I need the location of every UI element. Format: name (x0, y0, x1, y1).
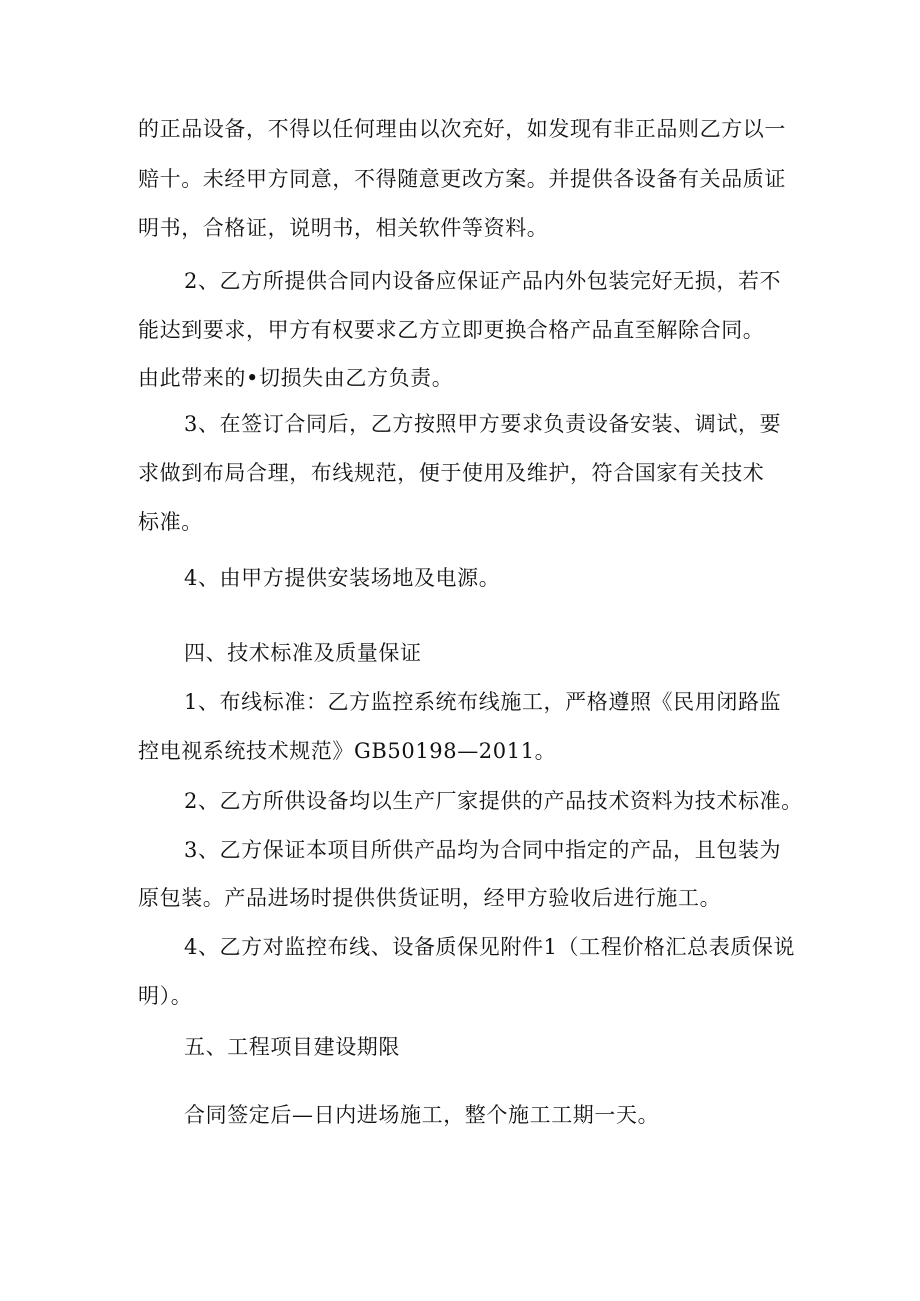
text-line: 明）。 (138, 984, 193, 1008)
text-line: 赔十。未经甲方同意，不得随意更改方案。并提供各设备有关品质证 (138, 167, 786, 191)
text-line: 3、乙方保证本项目所供产品均为合同中指定的产品，且包装为 (184, 838, 782, 862)
text-line: 4、乙方对监控布线、设备质保见附件1（工程价格汇总表质保说 (184, 935, 796, 959)
text-line: 合同签定后—日内进场施工，整个施工工期一天。 (184, 1103, 660, 1127)
text-line: 控电视系统技术规范》GB50198—2011。 (138, 739, 557, 763)
text-line: 能达到要求，甲方有权要求乙方立即更换合格产品直至解除合同。 (138, 318, 765, 342)
text-line: 原包装。产品进场时提供供货证明，经甲方验收后进行施工。 (138, 886, 722, 910)
text-line: 2、乙方所提供合同内设备应保证产品内外包装完好无损，若不 (184, 269, 782, 293)
text-line: 3、在签订合同后，乙方按照甲方要求负责设备安装、调试，要 (184, 412, 782, 436)
section-heading: 五、工程项目建设期限 (184, 1035, 400, 1059)
text-line: 标准。 (138, 510, 203, 534)
text-line: 2、乙方所供设备均以生产厂家提供的产品技术资料为技术标准。 (184, 789, 803, 813)
text-line: 求做到布局合理，布线规范，便于使用及维护，符合国家有关技术 (138, 461, 765, 485)
text-line: 4、由甲方提供安装场地及电源。 (184, 566, 501, 590)
text-line: 由此带来的•切损失由乙方负责。 (138, 366, 454, 390)
text-line: 的正品设备，不得以任何理由以次充好，如发现有非正品则乙方以一 (138, 117, 786, 141)
section-heading: 四、技术标准及质量保证 (184, 641, 422, 665)
text-line: 1、布线标准：乙方监控系统布线施工，严格遵照《民用闭路监 (184, 690, 782, 714)
text-line: 明书，合格证，说明书，相关软件等资料。 (138, 216, 549, 240)
